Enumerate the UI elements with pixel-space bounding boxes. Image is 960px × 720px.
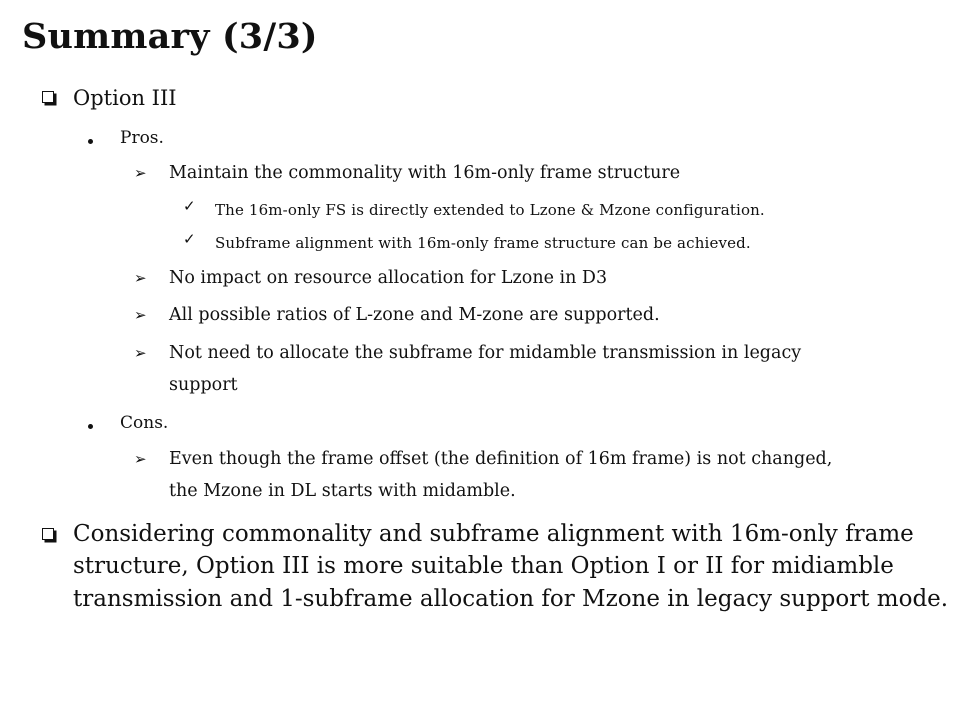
- square-bullet-icon: [42, 91, 54, 103]
- check-bullet-icon: ✓: [183, 197, 196, 215]
- pros-item-continuation: support: [169, 375, 238, 395]
- cons-item-continuation: the Mzone in DL starts with midamble.: [169, 481, 516, 501]
- pros-item: All possible ratios of L-zone and M-zone are supported.: [169, 305, 660, 325]
- pros-label: Pros.: [120, 128, 164, 148]
- arrow-bullet-icon: ➢: [134, 164, 147, 182]
- cons-label: Cons.: [120, 413, 169, 433]
- dot-bullet-icon: [88, 424, 93, 429]
- arrow-bullet-icon: ➢: [134, 269, 147, 287]
- pros-sub-item: The 16m-only FS is directly extended to Lzone & Mzone configuration.: [215, 201, 765, 219]
- arrow-bullet-icon: ➢: [134, 344, 147, 362]
- check-bullet-icon: ✓: [183, 230, 196, 248]
- arrow-bullet-icon: ➢: [134, 306, 147, 324]
- cons-item: Even though the frame offset (the definition of 16m frame) is not changed,: [169, 449, 833, 469]
- pros-item: No impact on resource allocation for Lzone in D3: [169, 268, 608, 288]
- pros-item: Maintain the commonality with 16m-only frame structure: [169, 163, 681, 183]
- option-heading: Option III: [73, 86, 177, 110]
- pros-item: Not need to allocate the subframe for midamble transmission in legacy: [169, 343, 802, 363]
- arrow-bullet-icon: ➢: [134, 450, 147, 468]
- conclusion-line: transmission and 1-subframe allocation for Mzone in legacy support mode.: [73, 586, 949, 612]
- conclusion-line: structure, Option III is more suitable than Option I or II for midiamble: [73, 553, 894, 579]
- pros-sub-item: Subframe alignment with 16m-only frame structure can be achieved.: [215, 234, 751, 252]
- dot-bullet-icon: [88, 139, 93, 144]
- square-bullet-icon: [42, 528, 54, 540]
- slide-title: Summary (3/3): [22, 16, 318, 57]
- conclusion-line: Considering commonality and subframe alignment with 16m-only frame: [73, 521, 914, 547]
